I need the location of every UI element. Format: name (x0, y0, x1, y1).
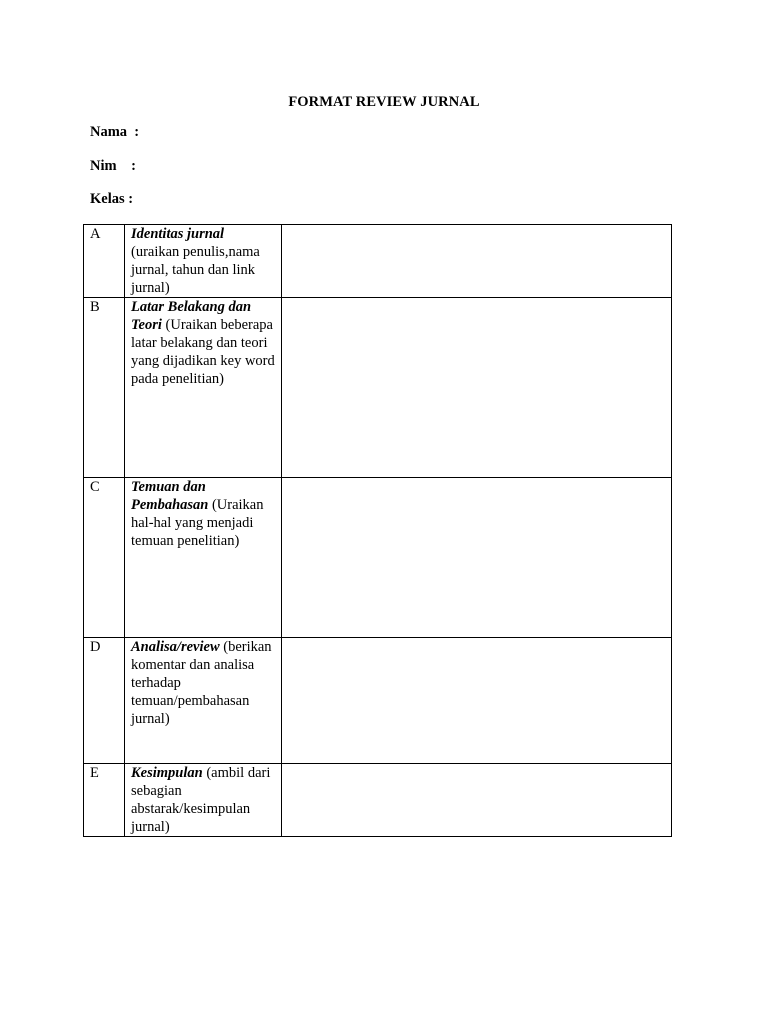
row-label-description: (uraikan penulis,nama jurnal, tahun dan link jurnal) (131, 244, 260, 296)
row-label-heading: Kesimpulan (131, 765, 203, 781)
row-answer-cell[interactable] (282, 764, 672, 837)
row-label-description: (Uraikan beberapa latar belakang dan teori yang dijadikan key word pada penelitian) (131, 317, 275, 387)
row-letter: A (84, 225, 125, 298)
nim-field-label: Nim : (90, 158, 136, 174)
row-label-heading: Temuan dan Pembahasan (131, 479, 209, 513)
row-answer-cell[interactable] (282, 225, 672, 298)
row-label-heading: Analisa/review (131, 639, 220, 655)
row-letter: C (84, 478, 125, 638)
row-label-heading: Latar Belakang dan Teori (131, 299, 252, 333)
row-label-description: (berikan komentar dan analisa terhadap temuan/pembahasan jurnal) (131, 639, 272, 727)
table-row (84, 638, 672, 764)
row-label (125, 638, 282, 764)
table-row (84, 764, 672, 837)
page-title: FORMAT REVIEW JURNAL (288, 94, 480, 110)
row-label-description: (Uraikan hal-hal yang menjadi temuan penelitian) (131, 497, 264, 549)
row-letter: B (84, 298, 125, 478)
table-row (84, 225, 672, 298)
row-letter: E (84, 764, 125, 837)
row-answer-cell[interactable] (282, 638, 672, 764)
row-label (125, 478, 282, 638)
row-label-description: (ambil dari sebagian abstarak/kesimpulan jurnal) (131, 765, 271, 835)
row-letter: D (84, 638, 125, 764)
row-label (125, 298, 282, 478)
row-label-heading: Identitas jurnal (131, 226, 225, 242)
row-label (125, 764, 282, 837)
nama-field-label: Nama : (90, 124, 140, 140)
kelas-field-label: Kelas : (90, 191, 134, 207)
table-row (84, 478, 672, 638)
row-answer-cell[interactable] (282, 298, 672, 478)
row-label (125, 225, 282, 298)
review-table (83, 224, 672, 837)
table-row (84, 298, 672, 478)
row-answer-cell[interactable] (282, 478, 672, 638)
